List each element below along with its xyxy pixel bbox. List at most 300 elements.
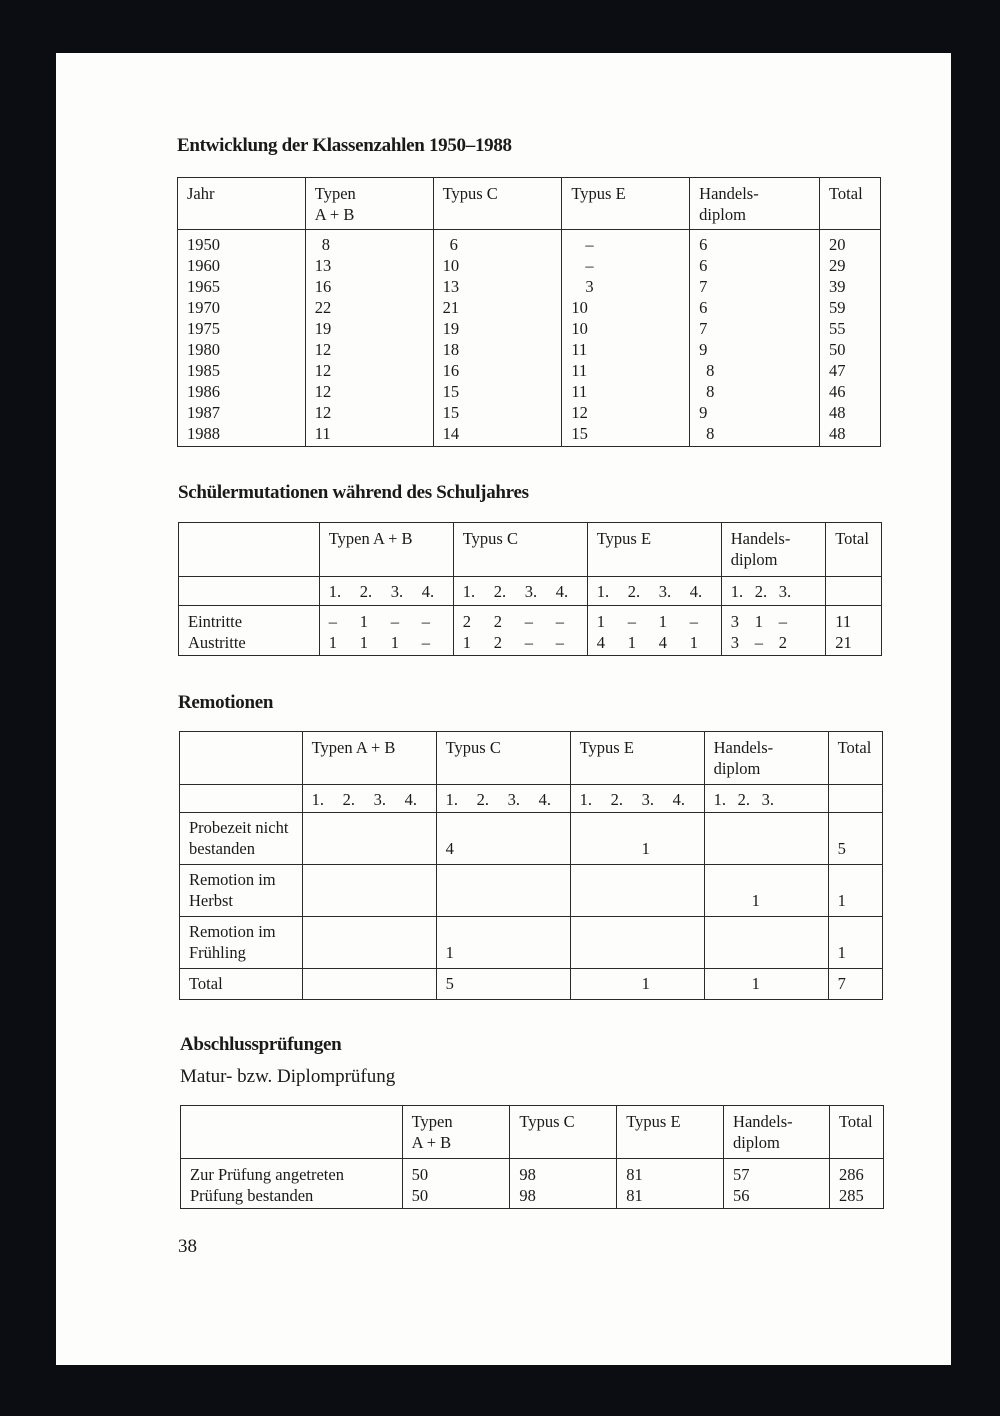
class-label: 1. (730, 582, 744, 601)
section-title-schuelermutationen: Schülermutationen während des Schuljahres (178, 482, 529, 503)
header-cell (305, 178, 433, 230)
table-cell: 3 (730, 612, 739, 631)
header-line: Handels- (730, 529, 791, 548)
class-label: 1. (328, 582, 342, 601)
table-cell: 8 (706, 361, 715, 380)
group-cell (704, 969, 828, 1000)
class-label: 2. (342, 790, 355, 809)
table-row (180, 969, 883, 1000)
header-cell (826, 523, 882, 577)
table-cell: 1950 (187, 235, 220, 254)
column-values (178, 230, 306, 447)
table-cell: 47 (829, 361, 846, 380)
table-cell (580, 838, 611, 859)
table-cell: 4 (445, 839, 454, 858)
total-cell: 1 (828, 865, 882, 917)
class-label: 3. (390, 582, 404, 601)
table-cell: 1 (445, 943, 454, 962)
header-line: Total (835, 529, 869, 548)
total-cell: 1 (828, 917, 882, 969)
table-cell: 50 (829, 340, 846, 359)
empty-cell (179, 577, 320, 606)
table-cell: 11 (314, 424, 331, 443)
class-cells (446, 838, 570, 859)
table-cell: 11 (835, 612, 852, 631)
class-cells (463, 581, 587, 602)
header-cell (436, 732, 570, 785)
table-cell: 7 (699, 319, 708, 338)
row-label: Probezeit nicht (189, 818, 289, 837)
table-cell: 1 (751, 974, 760, 993)
header-line: diplom (733, 1133, 780, 1152)
class-label: 2. (737, 790, 750, 809)
table-cell: 1 (658, 612, 667, 631)
header-cell (724, 1106, 830, 1159)
class-label: 4. (404, 790, 417, 809)
table-cell: 19 (314, 319, 332, 338)
header-line: Handels- (713, 738, 774, 757)
table-body (178, 230, 881, 447)
class-cells (597, 632, 721, 653)
table-cell: 15 (571, 424, 588, 443)
table-cell: 21 (835, 633, 852, 652)
class-label: 3. (778, 582, 792, 601)
table-cell: 15 (442, 382, 460, 401)
class-cells (329, 632, 453, 653)
table-cell: 1 (641, 839, 650, 858)
header-cell (319, 523, 453, 577)
class-cells (446, 789, 570, 810)
table-cell: – (328, 612, 337, 631)
table-cell: 12 (314, 361, 332, 380)
header-cell (828, 732, 882, 785)
header-line: Total (838, 1112, 873, 1131)
table-cell: 10 (571, 319, 588, 338)
table-cell: 9 (699, 340, 708, 359)
table-cell: 2 (493, 612, 502, 631)
table-cell (714, 890, 752, 911)
table-cell: 1 (689, 633, 698, 652)
class-label: 2. (627, 582, 641, 601)
table-cell: 1 (462, 633, 471, 652)
group-cell (570, 969, 704, 1000)
group-cell (436, 969, 570, 1000)
total-cell: 7 (828, 969, 882, 1000)
table-cell: 12 (314, 382, 332, 401)
header-line: Typus C (462, 529, 518, 548)
header-cell (570, 732, 704, 785)
table-cell: 12 (571, 403, 588, 422)
header-line: A + B (411, 1133, 452, 1152)
header-line: diplom (699, 205, 746, 224)
table-cell: 21 (442, 298, 460, 317)
column-values (433, 230, 562, 447)
column-values (617, 1159, 724, 1209)
table-cell (477, 942, 508, 963)
header-line: Typus C (442, 184, 498, 203)
table-cell (714, 973, 752, 994)
class-header-cell (302, 785, 436, 813)
table-cell: – (689, 612, 698, 631)
row-label-cell (180, 865, 303, 917)
class-cells (597, 611, 721, 632)
header-cell (302, 732, 436, 785)
group-values (453, 606, 587, 656)
table-cell: 13 (442, 277, 460, 296)
class-label: 3. (524, 582, 538, 601)
table-cell: 2 (778, 633, 787, 652)
table-cell: 4 (596, 633, 605, 652)
row-label-cell (180, 917, 303, 969)
table-cell: 5 (445, 974, 454, 993)
table-header-row (181, 1106, 884, 1159)
header-cell (820, 178, 881, 230)
table-cell: 1986 (187, 382, 220, 401)
row-label: Austritte (188, 633, 246, 652)
table-cell: – (524, 633, 533, 652)
table-cell (611, 973, 642, 994)
group-cell (302, 813, 436, 865)
row-label: Remotion im (189, 922, 276, 941)
column-values (820, 230, 881, 447)
header-line: diplom (730, 550, 778, 569)
group-cell (704, 917, 828, 969)
table-cell (539, 942, 570, 963)
table-cell: 39 (829, 277, 846, 296)
table-cell: 4 (658, 633, 667, 652)
class-cells (731, 632, 826, 653)
table-row (180, 865, 883, 917)
group-cell (436, 813, 570, 865)
table-cell: 11 (571, 361, 588, 380)
class-label: 2. (610, 790, 623, 809)
class-label: 2. (754, 582, 768, 601)
header-cell (829, 1106, 883, 1159)
header-cell (704, 732, 828, 785)
table-cell: 8 (321, 235, 331, 254)
header-line: Jahr (187, 184, 215, 203)
class-label: 4. (672, 790, 685, 809)
table-cell: 50 (411, 1186, 429, 1205)
class-header-cell (319, 577, 453, 606)
table-cell: – (421, 612, 430, 631)
group-values (587, 606, 721, 656)
table-cell: 1975 (187, 319, 220, 338)
empty-cell (180, 785, 303, 813)
table-cell: – (754, 633, 763, 652)
header-cell (721, 523, 826, 577)
header-line: Typen (314, 184, 356, 203)
table-cell: 55 (829, 319, 846, 338)
column-values (562, 230, 690, 447)
table-cell: – (585, 235, 594, 254)
class-label: 4. (538, 790, 551, 809)
table-cell: – (555, 633, 564, 652)
table-header-row (179, 523, 882, 577)
table-cell: 1 (596, 612, 605, 631)
header-line: Handels- (733, 1112, 793, 1131)
table-header-row (180, 732, 883, 785)
table-schuelermutationen (178, 522, 882, 656)
group-cell (302, 969, 436, 1000)
table-cell: 2 (462, 612, 471, 631)
table-cell: 16 (314, 277, 332, 296)
table-cell: 48 (829, 424, 846, 443)
header-line: Handels- (699, 184, 759, 203)
table-abschlusspruefungen (180, 1105, 884, 1209)
row-label-cell (180, 813, 303, 865)
table-cell: 98 (519, 1165, 536, 1184)
table-cell (790, 973, 828, 994)
table-cell: 1965 (187, 277, 220, 296)
header-cell (181, 1106, 403, 1159)
column-values (305, 230, 433, 447)
header-line: diplom (713, 759, 761, 778)
table-cell: 15 (442, 403, 460, 422)
table-cell: 3 (730, 633, 739, 652)
class-cells (446, 973, 570, 994)
table-cell (508, 973, 539, 994)
table-cell: 59 (829, 298, 846, 317)
table-cell (580, 973, 611, 994)
column-values (510, 1159, 617, 1209)
row-labels (179, 606, 320, 656)
header-cell (453, 523, 587, 577)
header-cell (562, 178, 690, 230)
class-cells (714, 890, 828, 911)
table-cell: 1 (641, 974, 650, 993)
row-label: Remotion im (189, 870, 276, 889)
table-cell: 1960 (187, 256, 220, 275)
table-cell: 1985 (187, 361, 220, 380)
class-header-cell (436, 785, 570, 813)
table-cell: 81 (626, 1165, 643, 1184)
table-cell (790, 890, 828, 911)
group-cell (704, 813, 828, 865)
header-cell (179, 523, 320, 577)
class-label: 3. (507, 790, 520, 809)
group-cell (302, 865, 436, 917)
class-cells (731, 581, 826, 602)
page-number: 38 (178, 1236, 197, 1257)
header-line: Typus C (445, 738, 501, 757)
group-values (319, 606, 453, 656)
table-cell (539, 838, 570, 859)
table-cell: – (524, 612, 533, 631)
class-label: 3. (761, 790, 774, 809)
table-class-row (179, 577, 882, 606)
group-cell (704, 865, 828, 917)
class-cells (329, 611, 453, 632)
table-cell: 7 (699, 277, 708, 296)
table-cell: – (627, 612, 636, 631)
table-cell: 3 (585, 277, 594, 296)
class-cells (580, 838, 704, 859)
table-cell: 6 (699, 256, 708, 275)
table-cell: 8 (706, 382, 715, 401)
table-cell (477, 838, 508, 859)
table-cell: 12 (314, 340, 332, 359)
empty-cell (826, 577, 882, 606)
table-cell: 6 (699, 235, 708, 254)
row-label: Herbst (189, 891, 233, 910)
column-values (402, 1159, 510, 1209)
table-cell: 1 (390, 633, 399, 652)
table-klassenzahlen (177, 177, 881, 447)
table-cell: – (390, 612, 399, 631)
class-cells (312, 789, 436, 810)
table-cell: 29 (829, 256, 846, 275)
table-cell: 22 (314, 298, 332, 317)
table-cell: 9 (699, 403, 708, 422)
empty-cell (828, 785, 882, 813)
group-cell (570, 917, 704, 969)
class-label: 1. (579, 790, 592, 809)
class-label: 1. (713, 790, 726, 809)
group-cell (570, 813, 704, 865)
table-body (179, 606, 882, 656)
class-header-cell (453, 577, 587, 606)
class-label: 1. (445, 790, 458, 809)
table-cell: 81 (626, 1186, 643, 1205)
class-header-cell (570, 785, 704, 813)
class-header-cell (704, 785, 828, 813)
table-class-row (180, 785, 883, 813)
class-label: 4. (421, 582, 435, 601)
table-cell: 8 (706, 424, 715, 443)
table-cell (673, 973, 704, 994)
table-cell: 18 (442, 340, 460, 359)
group-cell (436, 917, 570, 969)
table-body (181, 1159, 884, 1209)
table-cell: 12 (314, 403, 332, 422)
table-cell: 48 (829, 403, 846, 422)
table-cell: Prüfung bestanden (190, 1186, 314, 1205)
table-cell: 98 (519, 1186, 536, 1205)
table-cell: 1988 (187, 424, 220, 443)
class-cells (463, 632, 587, 653)
table-cell (508, 838, 539, 859)
table-cell: – (778, 612, 787, 631)
class-header-cell (587, 577, 721, 606)
table-cell: 11 (571, 340, 588, 359)
table-cell: 6 (449, 235, 458, 254)
table-cell: 13 (314, 256, 332, 275)
total-values (826, 606, 882, 656)
total-cell: 5 (828, 813, 882, 865)
table-cell: 1980 (187, 340, 220, 359)
class-label: 2. (359, 582, 373, 601)
table-cell: 10 (571, 298, 588, 317)
class-label: 1. (462, 582, 476, 601)
header-cell (690, 178, 820, 230)
group-values (721, 606, 826, 656)
column-values (181, 1159, 403, 1209)
header-cell (510, 1106, 617, 1159)
header-line: Typus E (579, 738, 634, 757)
table-cell: 57 (733, 1165, 750, 1184)
table-header-row (178, 178, 881, 230)
header-line: Typus E (571, 184, 626, 203)
class-cells (329, 581, 453, 602)
row-label: bestanden (189, 839, 255, 858)
table-cell: – (585, 256, 594, 275)
section-title-remotionen: Remotionen (178, 692, 274, 713)
class-cells (731, 611, 826, 632)
section-subtitle: Matur- bzw. Diplomprüfung (180, 1066, 396, 1087)
class-label: 2. (476, 790, 489, 809)
header-cell (617, 1106, 724, 1159)
table-cell (508, 942, 539, 963)
header-line: Total (837, 738, 872, 757)
table-cell: Zur Prüfung angetreten (190, 1165, 344, 1184)
row-label: Frühling (189, 943, 246, 962)
table-cell: 285 (838, 1186, 864, 1205)
row-label: Total (189, 974, 223, 993)
row-label: Eintritte (188, 612, 243, 631)
table-cell: 6 (699, 298, 708, 317)
section-title-klassenzahlen: Entwicklung der Klassenzahlen 1950–1988 (177, 135, 512, 156)
class-cells (714, 789, 828, 810)
table-cell (539, 973, 570, 994)
header-line: Typus C (519, 1112, 575, 1131)
header-line: Typus E (596, 529, 652, 548)
row-label-cell (180, 969, 303, 1000)
header-cell (433, 178, 562, 230)
table-cell: 16 (442, 361, 460, 380)
column-values (690, 230, 820, 447)
header-line: Typus E (626, 1112, 681, 1131)
header-line: A + B (314, 205, 355, 224)
section-title-abschlusspruefungen: Abschlussprüfungen (180, 1034, 342, 1055)
class-cells (580, 973, 704, 994)
table-cell: 286 (838, 1165, 864, 1184)
class-label: 1. (596, 582, 610, 601)
group-cell (302, 917, 436, 969)
column-values (829, 1159, 883, 1209)
table-cell: 1987 (187, 403, 220, 422)
table-cell: 56 (733, 1186, 750, 1205)
table-cell: 10 (442, 256, 460, 275)
table-cell (673, 838, 704, 859)
table-cell: 1 (359, 612, 368, 631)
table-cell: 1 (359, 633, 368, 652)
class-label: 4. (689, 582, 703, 601)
group-cell (570, 865, 704, 917)
table-cell: 11 (571, 382, 588, 401)
table-cell: 46 (829, 382, 846, 401)
class-label: 3. (658, 582, 672, 601)
table-cell: 2 (493, 633, 502, 652)
class-label: 3. (641, 790, 654, 809)
table-remotionen (179, 731, 883, 1000)
table-cell: 1 (328, 633, 337, 652)
header-cell (587, 523, 721, 577)
table-cell (611, 838, 642, 859)
column-values (724, 1159, 830, 1209)
table-row (180, 813, 883, 865)
table-cell (477, 973, 508, 994)
header-line: Typen A + B (328, 529, 413, 548)
class-cells (580, 789, 704, 810)
header-cell (402, 1106, 510, 1159)
class-label: 1. (311, 790, 324, 809)
class-cells (446, 942, 570, 963)
table-cell: – (555, 612, 564, 631)
class-label: 2. (493, 582, 507, 601)
header-line: Typen (411, 1112, 453, 1131)
class-cells (714, 973, 828, 994)
